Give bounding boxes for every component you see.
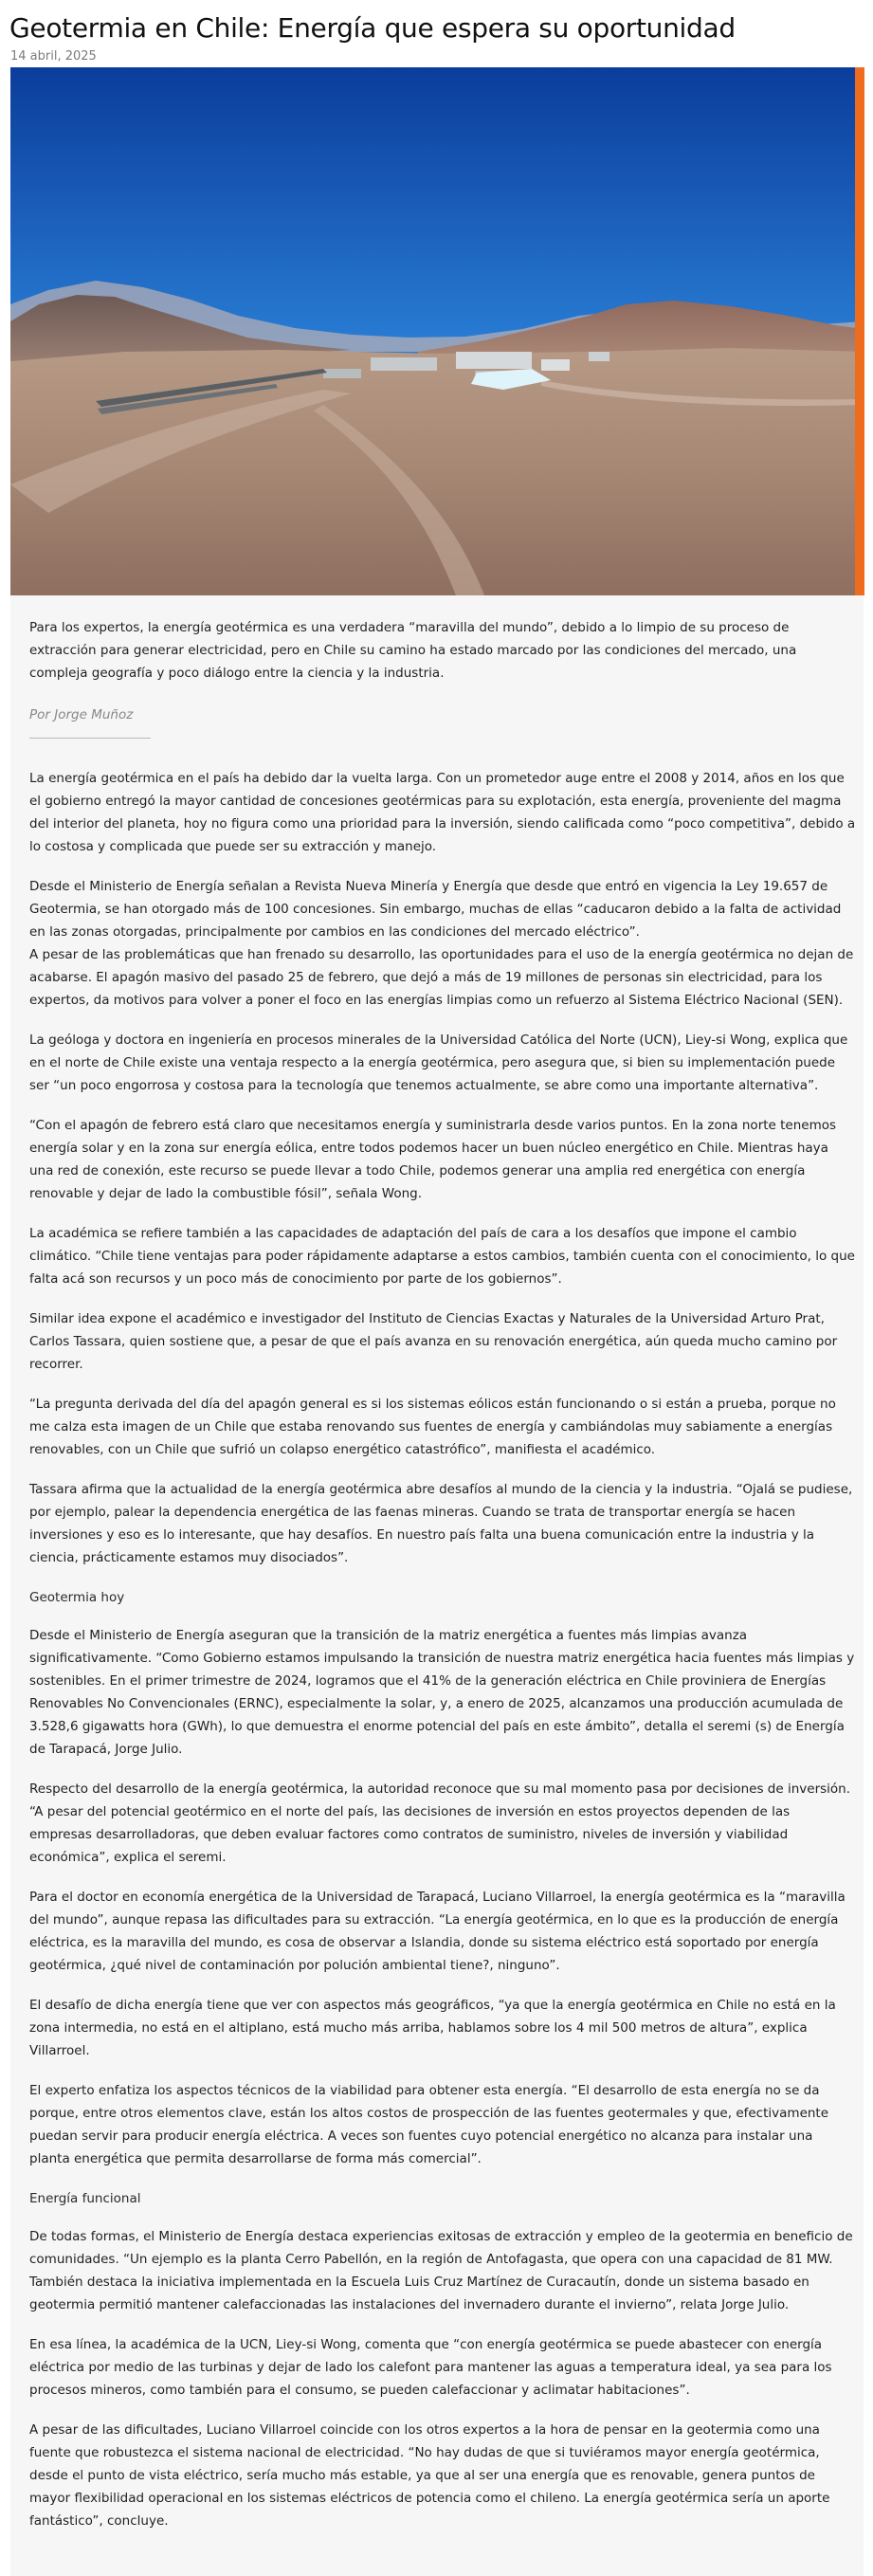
paragraph: Desde el Ministerio de Energía aseguran que la transición de la matriz energética a fuentes más limpias avanza significativamente. “Como Gobierno estamos impulsando la transición de nuestra matriz energética hacia fuentes más limpias y sostenibles. En el primer trimestre de 2024, logramos que el 41% de la generación eléctrica en Chile proviniera de Energías Renovables No Convencionales (ERNC), especialmente la solar, y, a enero de 2025, alcanzamos una producción acumulada de 3.528,6 gigawatts hora (GWh), lo que demuestra el enorme potencial del país en este ámbito”, detalla el seremi (s) de Energía de Tarapacá, Jorge Julio.	[29, 1628, 855, 1757]
article-date: 14 abril, 2025	[10, 49, 97, 64]
byline-divider	[29, 738, 151, 739]
paragraph: La energía geotérmica en el país ha debido dar la vuelta larga. Con un prometedor auge entre el 2008 y 2014, años en los que el gobierno entregó la mayor cantidad de concesiones geotérmicas para su explotación, esta energía, proveniente del magma del interior del planeta, hoy no figura como una prioridad para la inversión, siendo calificada como “poco competitiva”, debido a lo costosa y complicada que puede ser su extracción y manejo.	[29, 771, 856, 854]
paragraph: La geóloga y doctora en ingeniería en procesos minerales de la Universidad Católica del Norte (UCN), Liey-si Wong, explica que en el norte de Chile existe una ventaja respecto a la energía geotérmica, pero asegura que, si bien su implementación puede ser “un poco engorrosa y costosa para la tecnología que tenemos actualmente, se abre como una importante alternativa”.	[29, 1032, 848, 1093]
hero-image	[10, 67, 864, 595]
paragraph: “Con el apagón de febrero está claro que necesitamos energía y suministrarla desde varios puntos. En la zona norte tenemos energía solar y en la zona sur energía eólica, entre todos podemos hacer un buen núcleo energético en Chile. Mientras haya una red de conexión, este recurso se puede llevar a todo Chile, podemos generar una amplia red energética con energía renovable y dejar de lado la combustible fósil”, señala Wong.	[29, 1118, 837, 1201]
paragraph: En esa línea, la académica de la UCN, Liey-si Wong, comenta que “con energía geotérmica se puede abastecer con energía eléctrica por medio de las turbinas y dejar de lado los calefont para mantener las aguas a temperatura ideal, ya sea para los procesos mineros, como también para el consumo, se pueden calefaccionar y aclimatar habitaciones”.	[29, 2337, 832, 2398]
paragraph: La académica se refiere también a las capacidades de adaptación del país de cara a los desafíos que impone el cambio climático. “Chile tiene ventajas para poder rápidamente adaptarse a estos cambios, también cuenta con el conocimiento, lo que falta acá son recursos y un poco más de conocimiento por parte de los gobiernos”.	[29, 1226, 855, 1287]
paragraph: Desde el Ministerio de Energía señalan a Revista Nueva Minería y Energía que desde que entró en vigencia la Ley 19.657 de Geotermia, se han otorgado más de 100 concesiones. Sin embargo, muchas de ellas “caducaron debido a la falta de actividad en las zonas otorgadas, principalmente por cambios en las condiciones del mercado eléctrico”.	[29, 879, 842, 940]
byline: Por Jorge Muñoz	[29, 707, 134, 722]
paragraph: Para el doctor en economía energética de la Universidad de Tarapacá, Luciano Villarroel, la energía geotérmica es la “maravilla del mundo”, aunque repasa las dificultades para su extracción. “La energía geotérmica, en lo que es la producción de energía eléctrica, es la maravilla del mundo, es cosa de observar a Islandia, donde su sistema eléctrico está soportado por energía geotérmica, ¿qué nivel de contaminación por polución ambiental tiene?, ninguno”.	[29, 1890, 846, 1973]
article-title: Geotermia en Chile: Energía que espera su oportunidad	[9, 12, 736, 44]
lead-paragraph: Para los expertos, la energía geotérmica es una verdadera “maravilla del mundo”, debido a lo limpio de su proceso de extracción para generar electricidad, pero en Chile su camino ha estado marcado por las condiciones del mercado, una compleja geografía y poco diálogo entre la ciencia y la industria.	[29, 620, 797, 681]
paragraph: Tassara afirma que la actualidad de la energía geotérmica abre desafíos al mundo de la ciencia y la industria. “Ojalá se pudiese, por ejemplo, palear la dependencia energética de las faenas mineras. Cuando se trata de transportar energía se hacen inversiones y eso es lo interesante, que hay desafíos. En nuestro país falta una buena comunicación entre la industria y la ciencia, prácticamente estamos muy disociados”.	[29, 1482, 853, 1565]
scrollbar-accent[interactable]	[855, 67, 864, 595]
paragraph: “La pregunta derivada del día del apagón general es si los sistemas eólicos están funcionando o si están a prueba, porque no me calza esta imagen de un Chile que estaba renovando sus fuentes de energía y cambiándolas muy sabiamente a energías renovables, con un Chile que sufrió un colapso energético catastrófico”, manifiesta el académico.	[29, 1397, 836, 1457]
paragraph: El desafío de dicha energía tiene que ver con aspectos más geográficos, “ya que la energía geotérmica en Chile no está en la zona intermedia, no está en el altiplano, está mucho más arriba, hablamos sobre los 4 mil 500 metros de altura”, explica Villarroel.	[29, 1998, 836, 2058]
paragraph: Respecto del desarrollo de la energía geotérmica, la autoridad reconoce que su mal momento pasa por decisiones de inversión. “A pesar del potencial geotérmico en el norte del país, las decisiones de inversión en estos proyectos dependen de las empresas desarrolladoras, que deben evaluar factores como contratos de suministro, niveles de inversión y viabilidad económica”, explica el seremi.	[29, 1781, 851, 1865]
section-heading: Geotermia hoy	[29, 1590, 125, 1605]
article-content	[29, 616, 856, 2549]
paragraph: A pesar de las problemáticas que han frenado su desarrollo, las oportunidades para el uso de la energía geotérmica no dejan de acabarse. El apagón masivo del pasado 25 de febrero, que dejó a más de 19 millones de personas sin electricidad, para los expertos, da motivos para volver a poner el foco en las energías limpias como un refuerzo al Sistema Eléctrico Nacional (SEN).	[29, 947, 854, 1008]
paragraph: A pesar de las dificultades, Luciano Villarroel coincide con los otros expertos a la hora de pensar en la geotermia como una fuente que robustezca el sistema nacional de electricidad. “No hay dudas de que si tuviéramos mayor energía geotérmica, desde el punto de vista eléctrico, sería mucho más estable, ya que al ser una energía que es renovable, genera puntos de mayor flexibilidad operacional en los sistemas eléctricos de potencia como el chileno. La energía geotérmica sería un aporte fantástico”, concluye.	[29, 2422, 830, 2529]
paragraph: El experto enfatiza los aspectos técnicos de la viabilidad para obtener esta energía. “El desarrollo de esta energía no se da porque, entre otros elementos clave, están los altos costos de prospección de las fuentes geotermales y que, efectivamente puedan servir para producir energía eléctrica. A veces son fuentes cuyo potencial energético no alcanza para instalar una planta energética que permita desarrollarse de forma más comercial”.	[29, 2083, 829, 2166]
section-heading: Energía funcional	[29, 2191, 141, 2206]
article-body	[10, 595, 864, 2576]
paragraph: Similar idea expone el académico e investigador del Instituto de Ciencias Exactas y Naturales de la Universidad Arturo Prat, Carlos Tassara, quien sostiene que, a pesar de que el país avanza en su renovación energética, aún queda mucho camino por recorrer.	[29, 1311, 838, 1372]
paragraph: De todas formas, el Ministerio de Energía destaca experiencias exitosas de extracción y empleo de la geotermia en beneficio de comunidades. “Un ejemplo es la planta Cerro Pabellón, en la región de Antofagasta, que opera con una capacidad de 81 MW. También destaca la iniciativa implementada en la Escuela Luis Cruz Martínez de Curacautín, donde un sistema basado en geotermia permitió mantener calefaccionadas las instalaciones del invernadero durante el invierno”, relata Jorge Julio.	[29, 2229, 853, 2312]
